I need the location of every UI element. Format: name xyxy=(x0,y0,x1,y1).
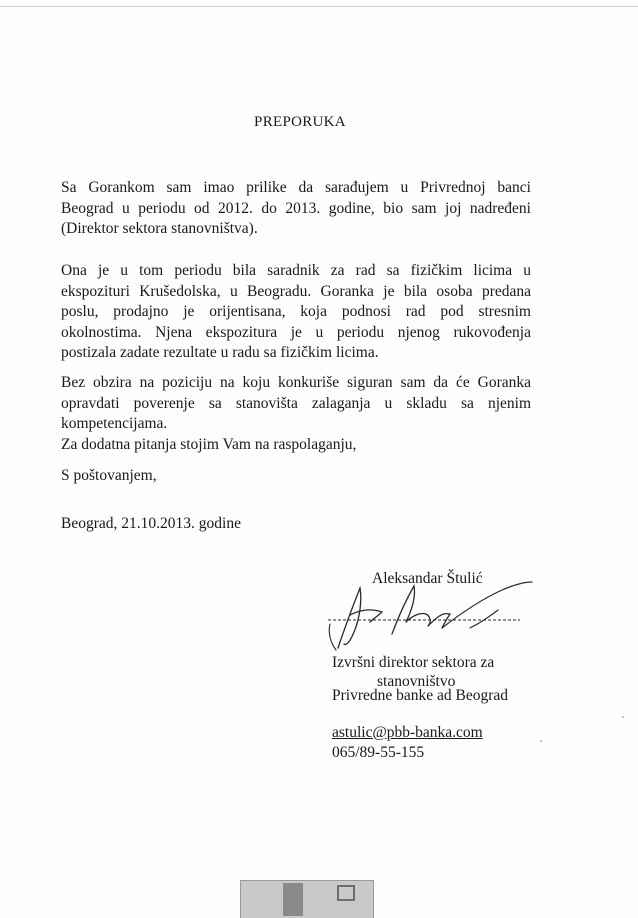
handwritten-signature-icon xyxy=(320,570,540,665)
document-title: PREPORUKA xyxy=(254,114,346,130)
scan-edge-line xyxy=(0,6,638,7)
signatory-email-link[interactable]: astulic@pbb-banka.com xyxy=(332,724,483,741)
paragraph-line: ekspozituri Krušedolska, u Beogradu. Goranka je bila osoba predana xyxy=(61,282,531,300)
signatory-phone: 065/89-55-155 xyxy=(332,744,425,761)
paragraph-line: (Direktor sektora stanovništva). xyxy=(61,220,258,237)
signatory-organization: Privredne banke ad Beograd xyxy=(332,687,509,704)
stamp-box-icon xyxy=(337,885,355,901)
scan-speck xyxy=(540,740,542,742)
signatory-title-line: Izvršni direktor sektora za xyxy=(332,654,495,671)
signatory-name: Aleksandar Štulić xyxy=(372,570,483,587)
paragraph-line: Ona je u tom periodu bila saradnik za rad sa fizičkim licima u xyxy=(61,262,531,279)
stamp-mark-icon xyxy=(283,883,303,916)
paragraph-line: okolnostima. Njena ekspozitura je u periodu njenog rukovođenja xyxy=(61,323,531,341)
scan-speck xyxy=(622,716,624,718)
place-and-date: Beograd, 21.10.2013. godine xyxy=(61,515,241,532)
paragraph-cooperation xyxy=(61,178,531,240)
paragraph-role xyxy=(61,261,531,364)
scan-stamp-fragment xyxy=(240,880,374,918)
closing-salutation: S poštovanjem, xyxy=(61,467,157,484)
paragraph-line: kompetencijama. xyxy=(61,415,168,432)
paragraph-line: Beograd u periodu od 2012. do 2013. godine, bio sam joj nadređeni xyxy=(61,199,531,217)
paragraph-line: Bez obzira na poziciju na koju konkuriše siguran sam da će Goranka xyxy=(61,374,531,391)
signatory-title-line: stanovništvo xyxy=(377,673,456,690)
signatory-title xyxy=(332,653,532,691)
paragraph-recommendation xyxy=(61,373,531,455)
paragraph-line: Za dodatna pitanja stojim Vam na raspolaganju, xyxy=(61,435,357,453)
paragraph-line: Sa Gorankom sam imao prilike da sarađujem u Privrednoj banci xyxy=(61,179,531,196)
paragraph-line: opravdati poverenje sa stanovišta zalaganja u skladu sa njenim xyxy=(61,394,531,412)
paragraph-line: postizala zadate rezultate u radu sa fizičkim licima. xyxy=(61,344,379,361)
paragraph-line: poslu, prodajno je orijentisana, koja podnosi rad pod stresnim xyxy=(61,303,531,320)
